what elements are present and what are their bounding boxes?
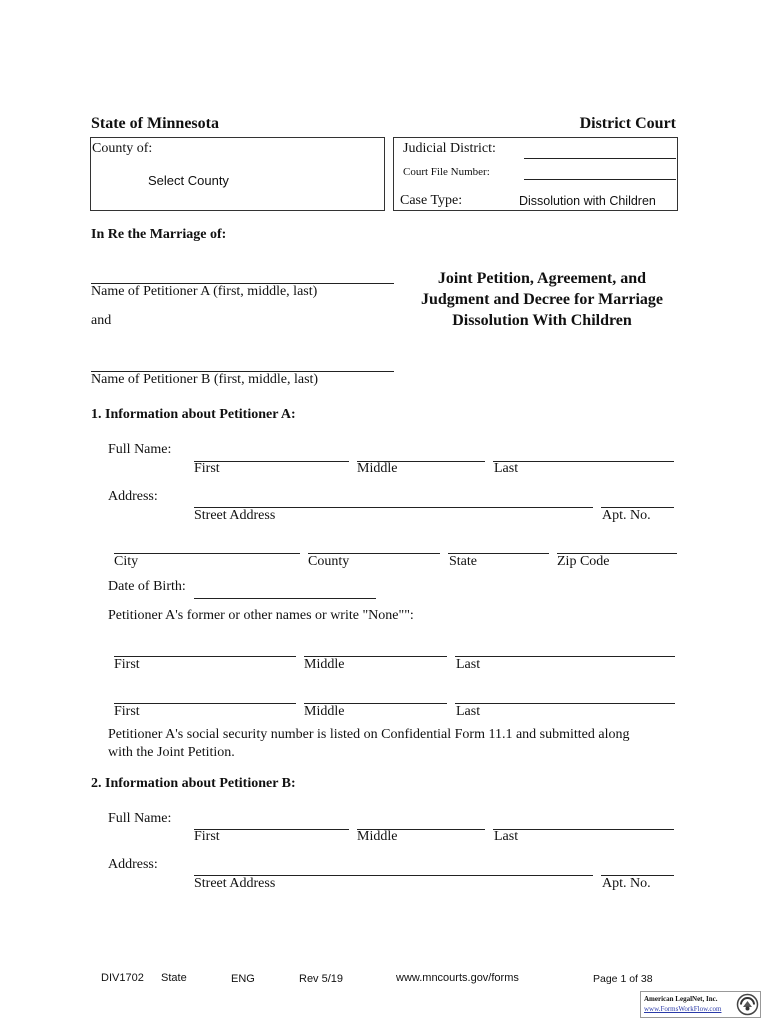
- county-select[interactable]: Select County: [148, 173, 229, 188]
- a-street-label: Street Address: [194, 508, 276, 523]
- judicial-district-label: Judicial District:: [403, 141, 496, 156]
- section2-heading: 2. Information about Petitioner B:: [91, 776, 296, 791]
- footer-form-id: DIV1702: [101, 972, 144, 984]
- a-former-last-1-field[interactable]: [455, 656, 675, 657]
- a-address-label: Address:: [108, 489, 158, 504]
- state-title: State of Minnesota: [91, 115, 219, 132]
- petitioner-a-name-label: Name of Petitioner A (first, middle, last): [91, 284, 318, 299]
- publisher-name: American LegalNet, Inc.: [644, 995, 718, 1003]
- a-county-label: County: [308, 554, 350, 569]
- b-apt-label: Apt. No.: [602, 876, 651, 891]
- county-box[interactable]: [90, 137, 385, 211]
- a-former-last-2-label: Last: [456, 704, 481, 719]
- in-re-label: In Re the Marriage of:: [91, 227, 227, 242]
- publisher-logo-icon: [736, 993, 759, 1021]
- footer-page: Page 1 of 38: [593, 973, 653, 985]
- a-full-name-label: Full Name:: [108, 442, 172, 457]
- footer-rev: Rev 5/19: [299, 973, 344, 985]
- a-first-label: First: [194, 461, 220, 476]
- court-file-number-field[interactable]: [524, 179, 676, 180]
- and-label: and: [91, 313, 112, 328]
- a-former-names-label: Petitioner A's former or other names or write "None"":: [108, 608, 414, 623]
- a-former-first-1-label: First: [114, 657, 140, 672]
- a-last-name-field[interactable]: [493, 461, 674, 462]
- court-title: District Court: [579, 115, 676, 132]
- b-first-label: First: [194, 829, 220, 844]
- court-info-box: [393, 137, 678, 211]
- document-title: [400, 268, 684, 331]
- a-former-first-2-field[interactable]: [114, 703, 296, 704]
- title-line-2: Judgment and Decree for Marriage: [420, 291, 663, 308]
- b-address-label: Address:: [108, 857, 158, 872]
- a-former-last-1-label: Last: [456, 657, 481, 672]
- county-label: County of:: [92, 141, 153, 156]
- petitioner-b-name-label: Name of Petitioner B (first, middle, last): [91, 372, 319, 387]
- a-former-middle-2-label: Middle: [304, 704, 345, 719]
- a-ssn-note-line-2: with the Joint Petition.: [108, 745, 235, 760]
- b-middle-label: Middle: [357, 829, 398, 844]
- a-former-first-1-field[interactable]: [114, 656, 296, 657]
- title-line-3: Dissolution With Children: [452, 312, 632, 329]
- a-city-label: City: [114, 554, 139, 569]
- a-dob-label: Date of Birth:: [108, 579, 186, 594]
- b-street-label: Street Address: [194, 876, 276, 891]
- a-dob-field[interactable]: [194, 598, 376, 599]
- a-former-middle-1-label: Middle: [304, 657, 345, 672]
- publisher-badge: [640, 991, 761, 1018]
- a-zip-label: Zip Code: [557, 554, 610, 569]
- footer-url[interactable]: www.mncourts.gov/forms: [396, 972, 519, 984]
- b-last-label: Last: [494, 829, 519, 844]
- a-former-first-2-label: First: [114, 704, 140, 719]
- b-full-name-label: Full Name:: [108, 811, 172, 826]
- title-line-1: Joint Petition, Agreement, and: [437, 270, 647, 287]
- case-type-value: Dissolution with Children: [519, 194, 656, 208]
- a-middle-label: Middle: [357, 461, 398, 476]
- a-ssn-note-line-1: Petitioner A's social security number is listed on Confidential Form 11.1 and submitted along: [108, 727, 630, 742]
- publisher-link[interactable]: www.FormsWorkFlow.com: [644, 1005, 722, 1013]
- a-former-last-2-field[interactable]: [455, 703, 675, 704]
- judicial-district-field[interactable]: [524, 158, 676, 159]
- case-type-label: Case Type:: [400, 193, 463, 208]
- section1-heading: 1. Information about Petitioner A:: [91, 407, 296, 422]
- footer-lang: ENG: [231, 973, 255, 985]
- b-last-name-field[interactable]: [493, 829, 674, 830]
- footer-state: State: [161, 972, 187, 984]
- a-state-label: State: [449, 554, 477, 569]
- court-file-number-label: Court File Number:: [403, 166, 490, 178]
- a-last-label: Last: [494, 461, 519, 476]
- a-city-field[interactable]: [114, 553, 300, 554]
- a-apt-label: Apt. No.: [602, 508, 651, 523]
